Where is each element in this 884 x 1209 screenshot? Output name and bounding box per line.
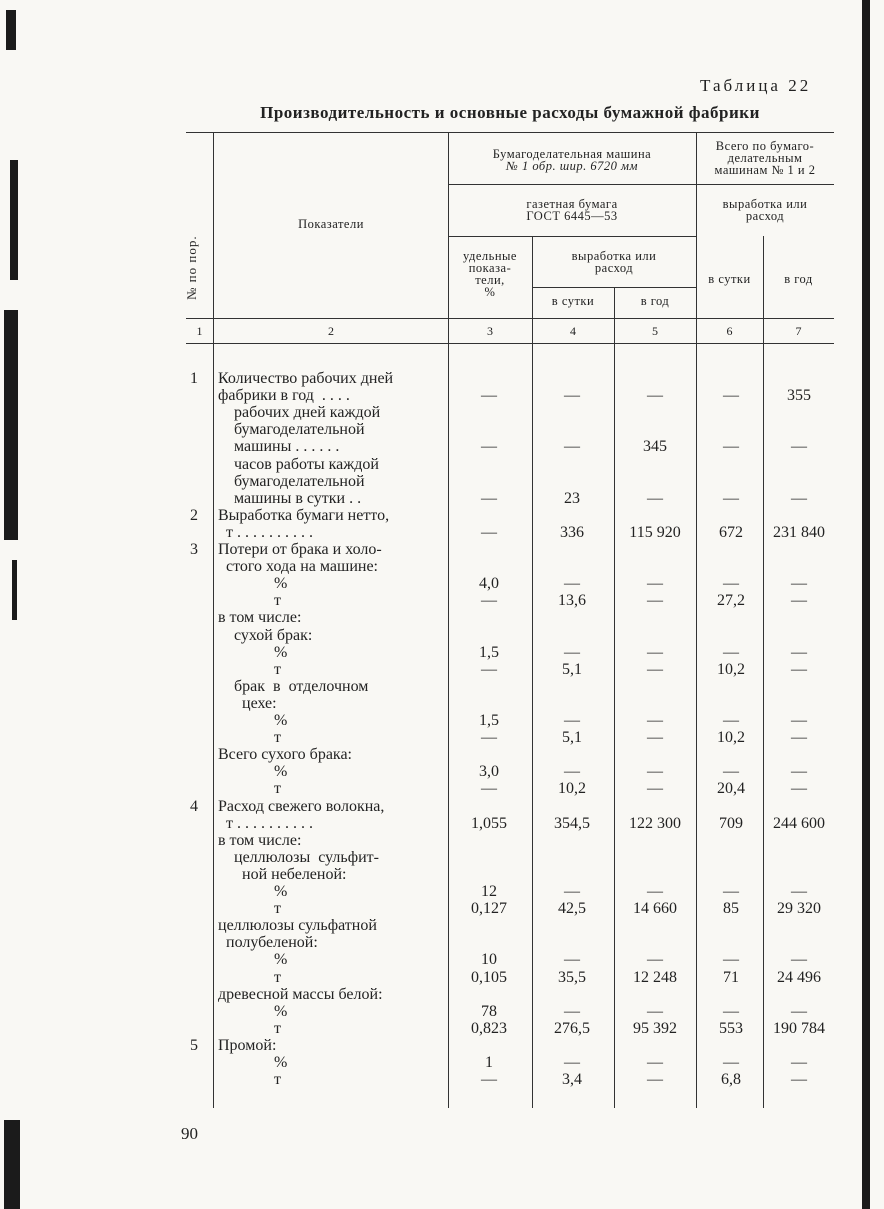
indicator-label: т . . . . . . . . . . bbox=[218, 814, 313, 832]
cell-specific: 12 bbox=[481, 883, 497, 900]
indicator-label: т bbox=[218, 660, 281, 678]
table-row bbox=[186, 541, 834, 558]
indicator-label: т bbox=[218, 1019, 281, 1037]
cell-machine-year: — bbox=[647, 660, 663, 678]
table-row bbox=[186, 729, 834, 746]
table-row bbox=[186, 780, 834, 797]
indicator-label: т bbox=[218, 900, 281, 918]
cell-machine-day: 3,4 bbox=[562, 1071, 582, 1089]
table-row bbox=[186, 883, 834, 900]
cell-total-day: — bbox=[723, 712, 739, 729]
cell-total-day: 10,2 bbox=[717, 660, 745, 678]
cell-total-day: 709 bbox=[719, 814, 743, 832]
cell-total-year: — bbox=[791, 951, 807, 969]
cell-machine-day: — bbox=[564, 883, 580, 900]
table-row bbox=[186, 1054, 834, 1071]
indicator-label: в том числе: bbox=[218, 831, 302, 849]
table-row bbox=[186, 1071, 834, 1088]
cell-total-year: 244 600 bbox=[773, 814, 825, 832]
cell-total-day: 553 bbox=[719, 1019, 743, 1037]
row-number: 1 bbox=[190, 370, 198, 387]
cell-total-year: — bbox=[791, 729, 807, 747]
cell-total-year: — bbox=[791, 438, 807, 456]
data-table bbox=[186, 132, 834, 1108]
cell-total-day: 71 bbox=[723, 968, 739, 986]
cell-total-day: 85 bbox=[723, 900, 739, 918]
indicator-label: машины в сутки . . bbox=[218, 489, 362, 507]
table-number: Таблица 22 bbox=[700, 76, 812, 95]
cell-machine-day: 5,1 bbox=[562, 729, 582, 747]
indicator-label: рабочих дней каждой bbox=[218, 404, 381, 422]
table-row bbox=[186, 456, 834, 473]
table-row bbox=[186, 1003, 834, 1020]
cell-total-day: — bbox=[723, 575, 739, 593]
col-number: 3 bbox=[487, 324, 493, 338]
cell-total-day: 10,2 bbox=[717, 729, 745, 747]
cell-total-year: 231 840 bbox=[773, 523, 825, 541]
header-per-year: в год bbox=[640, 294, 670, 308]
cell-machine-year: — bbox=[647, 575, 663, 593]
cell-specific: — bbox=[481, 523, 497, 541]
row-number: 3 bbox=[190, 541, 198, 558]
indicator-label: % bbox=[218, 951, 288, 969]
cell-specific: 1 bbox=[485, 1054, 493, 1071]
cell-specific: 1,5 bbox=[479, 643, 499, 661]
header-col-num: № по пор. bbox=[184, 235, 199, 300]
cell-machine-year: — bbox=[647, 643, 663, 661]
indicator-label: машины . . . . . . bbox=[218, 438, 340, 456]
table-row bbox=[186, 575, 834, 592]
cell-machine-year: — bbox=[647, 1054, 663, 1071]
cell-total-year: 29 320 bbox=[777, 900, 821, 918]
cell-total-year: — bbox=[791, 712, 807, 729]
header-machine: Бумагоделательная машина № 1 обр. шир. 6720 мм bbox=[492, 147, 652, 173]
cell-specific: — bbox=[481, 780, 497, 798]
table-title: Производительность и основные расходы бумажной фабрики bbox=[260, 103, 760, 122]
cell-total-year: — bbox=[791, 489, 807, 507]
cell-machine-day: — bbox=[564, 763, 580, 781]
cell-total-day: 672 bbox=[719, 523, 743, 541]
cell-machine-day: 35,5 bbox=[558, 968, 586, 986]
table-row bbox=[186, 969, 834, 986]
cell-specific: 3,0 bbox=[479, 763, 499, 781]
page-number: 90 bbox=[181, 1124, 198, 1143]
table-row bbox=[186, 558, 834, 575]
indicator-label: часов работы каждой bbox=[218, 455, 379, 473]
cell-specific: — bbox=[481, 729, 497, 747]
cell-specific: 1,5 bbox=[479, 712, 499, 729]
indicator-label: Расход свежего волокна, bbox=[218, 797, 385, 815]
table-row bbox=[186, 746, 834, 763]
header-per-day: в сутки bbox=[551, 294, 595, 308]
cell-total-day: — bbox=[723, 438, 739, 456]
col-number: 5 bbox=[652, 324, 658, 338]
table-row bbox=[186, 678, 834, 695]
indicator-label: т bbox=[218, 729, 281, 747]
indicator-label: % bbox=[218, 1002, 288, 1020]
cell-machine-day: — bbox=[564, 712, 580, 729]
indicator-label: сухой брак: bbox=[218, 626, 313, 644]
table-row bbox=[186, 934, 834, 951]
indicator-label: % bbox=[218, 1054, 288, 1071]
header-total-per-year: в год bbox=[784, 272, 813, 286]
indicator-label: % bbox=[218, 643, 288, 661]
cell-machine-year: — bbox=[647, 1071, 663, 1089]
table-row bbox=[186, 387, 834, 404]
cell-total-day: 6,8 bbox=[721, 1071, 741, 1089]
cell-machine-day: 5,1 bbox=[562, 660, 582, 678]
cell-total-year: — bbox=[791, 660, 807, 678]
cell-total-year: 24 496 bbox=[777, 968, 821, 986]
indicator-label: % bbox=[218, 883, 288, 900]
cell-machine-day: 23 bbox=[564, 489, 580, 507]
row-number: 2 bbox=[190, 506, 198, 524]
indicator-label: целлюлозы сульфатной bbox=[218, 917, 377, 935]
table-row bbox=[186, 473, 834, 490]
indicator-label: фабрики в год . . . . bbox=[218, 387, 350, 405]
cell-total-year: — bbox=[791, 883, 807, 900]
table-row bbox=[186, 592, 834, 609]
cell-machine-year: — bbox=[647, 712, 663, 729]
indicator-label: бумагоделательной bbox=[218, 421, 365, 439]
cell-machine-day: 336 bbox=[560, 523, 584, 541]
table-row bbox=[186, 815, 834, 832]
col-number: 6 bbox=[726, 324, 733, 338]
indicator-label: ной небеленой: bbox=[218, 865, 347, 883]
table-row bbox=[186, 695, 834, 712]
scan-edge-right bbox=[858, 0, 874, 1209]
cell-machine-year: 95 392 bbox=[633, 1019, 677, 1037]
cell-total-year: 355 bbox=[787, 387, 811, 405]
indicator-label: Выработка бумаги нетто, bbox=[218, 506, 390, 524]
indicator-label: в том числе: bbox=[218, 609, 302, 627]
indicator-label: полубеленой: bbox=[218, 934, 318, 952]
cell-total-day: — bbox=[723, 1054, 739, 1071]
cell-specific: — bbox=[481, 387, 497, 405]
cell-specific: 0,105 bbox=[471, 968, 507, 986]
header-paper: газетная бумага ГОСТ 6445—53 bbox=[526, 197, 618, 223]
cell-specific: 0,823 bbox=[471, 1019, 507, 1037]
cell-total-day: 20,4 bbox=[717, 780, 745, 798]
cell-machine-year: 122 300 bbox=[629, 814, 681, 832]
scan-edge-left bbox=[0, 0, 26, 1209]
indicator-label: Количество рабочих дней bbox=[218, 370, 394, 387]
row-number: 4 bbox=[190, 797, 198, 815]
table-row bbox=[186, 900, 834, 917]
cell-machine-day: 10,2 bbox=[558, 780, 586, 798]
header-total-per-day: в сутки bbox=[708, 272, 751, 286]
cell-specific: 1,055 bbox=[471, 814, 507, 832]
header-indicators: Показатели bbox=[298, 217, 364, 231]
cell-specific: 78 bbox=[481, 1002, 497, 1020]
indicator-label: брак в отделочном bbox=[218, 677, 369, 695]
cell-machine-day: 276,5 bbox=[554, 1019, 590, 1037]
indicator-label: т bbox=[218, 968, 281, 986]
cell-total-day: — bbox=[723, 489, 739, 507]
cell-total-year: — bbox=[791, 1071, 807, 1089]
cell-total-year: — bbox=[791, 1054, 807, 1071]
col-number: 7 bbox=[795, 324, 802, 338]
table-row bbox=[186, 712, 834, 729]
table-row bbox=[186, 627, 834, 644]
table-row bbox=[186, 370, 834, 387]
header-total-sub: выработка или расход bbox=[722, 197, 808, 223]
indicator-label: целлюлозы сульфит- bbox=[218, 848, 379, 866]
indicator-label: бумагоделательной bbox=[218, 472, 365, 490]
cell-machine-year: — bbox=[647, 883, 663, 900]
table-row bbox=[186, 986, 834, 1003]
cell-machine-year: 115 920 bbox=[629, 523, 681, 541]
indicator-label: Потери от брака и холо- bbox=[218, 541, 382, 558]
cell-total-year: — bbox=[791, 780, 807, 798]
cell-total-year: — bbox=[791, 763, 807, 781]
cell-total-year: — bbox=[791, 575, 807, 593]
cell-total-day: — bbox=[723, 643, 739, 661]
table-row bbox=[186, 404, 834, 421]
table-row bbox=[186, 421, 834, 438]
header-specific: удельные показа- тели, % bbox=[463, 249, 517, 299]
table-row bbox=[186, 438, 834, 455]
table-row bbox=[186, 951, 834, 968]
cell-total-year: 190 784 bbox=[773, 1019, 825, 1037]
indicator-label: т bbox=[218, 1071, 281, 1089]
table-row bbox=[186, 917, 834, 934]
cell-machine-year: 14 660 bbox=[633, 900, 677, 918]
indicator-label: т . . . . . . . . . . bbox=[218, 523, 313, 541]
table-row bbox=[186, 798, 834, 815]
cell-machine-day: — bbox=[564, 387, 580, 405]
cell-specific: — bbox=[481, 660, 497, 678]
cell-machine-day: — bbox=[564, 1054, 580, 1071]
indicator-label: т bbox=[218, 592, 281, 610]
indicator-label: стого хода на машине: bbox=[218, 558, 378, 576]
header-total: Всего по бумаго- делательным машинам № 1 и 2 bbox=[714, 139, 816, 177]
table-row bbox=[186, 763, 834, 780]
cell-total-year: — bbox=[791, 1002, 807, 1020]
col-number: 4 bbox=[570, 324, 576, 338]
cell-machine-year: — bbox=[647, 729, 663, 747]
cell-machine-day: 13,6 bbox=[558, 592, 586, 610]
cell-total-day: — bbox=[723, 763, 739, 781]
cell-machine-year: — bbox=[647, 592, 663, 610]
col-number: 2 bbox=[328, 324, 334, 338]
cell-total-day: — bbox=[723, 1002, 739, 1020]
indicator-label: Всего сухого брака: bbox=[218, 746, 352, 764]
cell-machine-day: — bbox=[564, 1002, 580, 1020]
cell-machine-year: — bbox=[647, 763, 663, 781]
indicator-label: % bbox=[218, 712, 288, 729]
table-row bbox=[186, 832, 834, 849]
cell-specific: 0,127 bbox=[471, 900, 507, 918]
col-number: 1 bbox=[196, 324, 203, 338]
indicator-label: % bbox=[218, 575, 288, 593]
indicator-label: Промой: bbox=[218, 1036, 277, 1054]
cell-specific: 4,0 bbox=[479, 575, 499, 593]
cell-machine-day: 42,5 bbox=[558, 900, 586, 918]
cell-machine-year: — bbox=[647, 780, 663, 798]
table-row bbox=[186, 644, 834, 661]
indicator-label: % bbox=[218, 763, 288, 781]
cell-machine-year: — bbox=[647, 951, 663, 969]
table-row bbox=[186, 609, 834, 626]
cell-specific: — bbox=[481, 489, 497, 507]
row-number: 5 bbox=[190, 1036, 198, 1054]
table-row bbox=[186, 1020, 834, 1037]
table-row bbox=[186, 1037, 834, 1054]
cell-specific: — bbox=[481, 592, 497, 610]
cell-total-day: — bbox=[723, 951, 739, 969]
header-output: выработка или расход bbox=[571, 249, 657, 275]
cell-total-day: — bbox=[723, 387, 739, 405]
cell-machine-day: — bbox=[564, 438, 580, 456]
indicator-label: т bbox=[218, 780, 281, 798]
cell-total-day: — bbox=[723, 883, 739, 900]
cell-total-year: — bbox=[791, 592, 807, 610]
cell-specific: — bbox=[481, 1071, 497, 1089]
cell-total-year: — bbox=[791, 643, 807, 661]
cell-machine-year: — bbox=[647, 387, 663, 405]
cell-machine-day: — bbox=[564, 643, 580, 661]
indicator-label: древесной массы белой: bbox=[218, 985, 383, 1003]
table-row bbox=[186, 866, 834, 883]
cell-machine-year: — bbox=[647, 1002, 663, 1020]
table-row bbox=[186, 849, 834, 866]
cell-machine-day: — bbox=[564, 951, 580, 969]
cell-machine-year: — bbox=[647, 489, 663, 507]
cell-specific: 10 bbox=[481, 951, 497, 969]
cell-specific: — bbox=[481, 438, 497, 456]
cell-machine-year: 12 248 bbox=[633, 968, 677, 986]
table-row bbox=[186, 661, 834, 678]
table-row bbox=[186, 524, 834, 541]
cell-machine-day: — bbox=[564, 575, 580, 593]
cell-total-day: 27,2 bbox=[717, 592, 745, 610]
table-row bbox=[186, 490, 834, 507]
table-row bbox=[186, 507, 834, 524]
indicator-label: цехе: bbox=[218, 694, 277, 712]
cell-machine-year: 345 bbox=[643, 438, 667, 456]
cell-machine-day: 354,5 bbox=[554, 814, 590, 832]
